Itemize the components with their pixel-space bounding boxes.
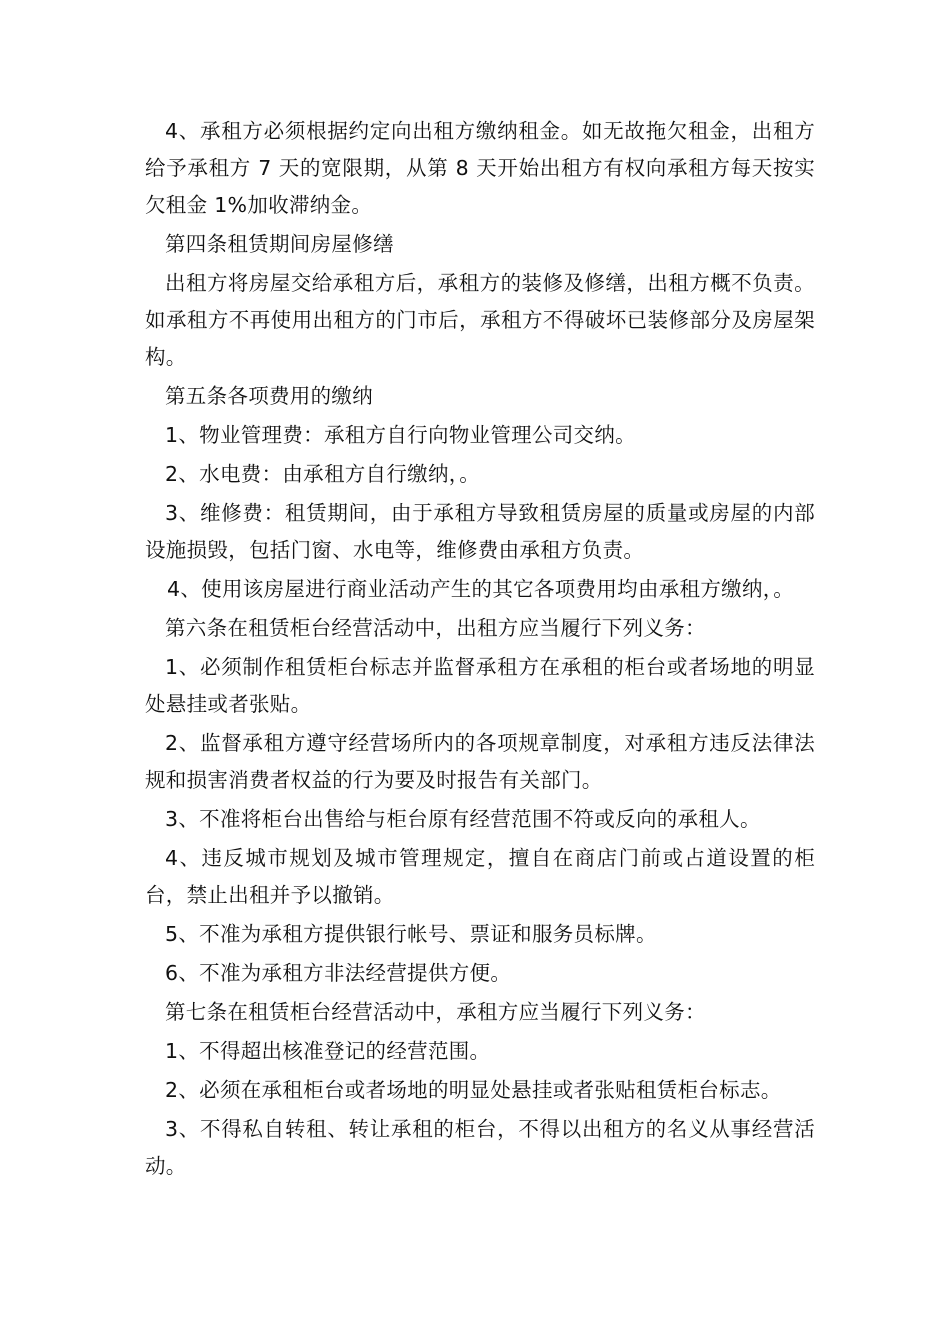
- paragraph-property-fee: 1、物业管理费：承租方自行向物业管理公司交纳。: [165, 423, 636, 447]
- paragraph-lessor-duty-3: 3、不准将柜台出售给与柜台原有经营范围不符或反向的承租人。: [165, 807, 761, 831]
- paragraph-maintenance-fee: 3、维修费：租赁期间，由于承租方导致租赁房屋的质量或房屋的内部设施损毁，包括门窗、水电等，维修费由承租方负责。: [145, 501, 815, 562]
- heading-article-4: 第四条租赁期间房屋修缮: [165, 232, 394, 256]
- paragraph-lessor-duty-1: 1、必须制作租赁柜台标志并监督承租方在承租的柜台或者场地的明显处悬挂或者张贴。: [145, 655, 815, 716]
- paragraph-lessor-duty-5: 5、不准为承租方提供银行帐号、票证和服务员标牌。: [165, 922, 657, 946]
- paragraph-rent-payment: 4、承租方必须根据约定向出租方缴纳租金。如无故拖欠租金，出租方给予承租方 7 天的宽限期，从第 8 天开始出租方有权向承租方每天按实欠租金 1%加收滞纳金。: [145, 119, 815, 217]
- paragraph-lessee-duty-1: 1、不得超出核准登记的经营范围。: [165, 1039, 491, 1063]
- paragraph-utilities-fee: 2、水电费：由承租方自行缴纳，。: [165, 462, 481, 486]
- heading-article-5: 第五条各项费用的缴纳: [165, 384, 373, 408]
- paragraph-repairs: 出租方将房屋交给承租方后，承租方的装修及修缮，出租方概不负责。如承租方不再使用出租方的门市后，承租方不得破坏已装修部分及房屋架构。: [145, 271, 815, 369]
- paragraph-lessor-duty-2: 2、监督承租方遵守经营场所内的各项规章制度，对承租方违反法律法规和损害消费者权益的行为要及时报告有关部门。: [145, 731, 815, 792]
- document-page: [145, 113, 815, 1187]
- heading-article-7: 第七条在租赁柜台经营活动中，承租方应当履行下列义务：: [165, 1000, 706, 1024]
- paragraph-lessee-duty-2: 2、必须在承租柜台或者场地的明显处悬挂或者张贴租赁柜台标志。: [165, 1078, 782, 1102]
- paragraph-lessee-duty-3: 3、不得私自转租、转让承租的柜台，不得以出租方的名义从事经营活动。: [145, 1117, 815, 1178]
- paragraph-lessor-duty-6: 6、不准为承租方非法经营提供方便。: [165, 961, 512, 985]
- heading-article-6: 第六条在租赁柜台经营活动中，出租方应当履行下列义务：: [165, 616, 706, 640]
- paragraph-other-fees: 4、使用该房屋进行商业活动产生的其它各项费用均由承租方缴纳，。: [167, 577, 795, 601]
- paragraph-lessor-duty-4: 4、违反城市规划及城市管理规定，擅自在商店门前或占道设置的柜台，禁止出租并予以撤销。: [145, 846, 815, 907]
